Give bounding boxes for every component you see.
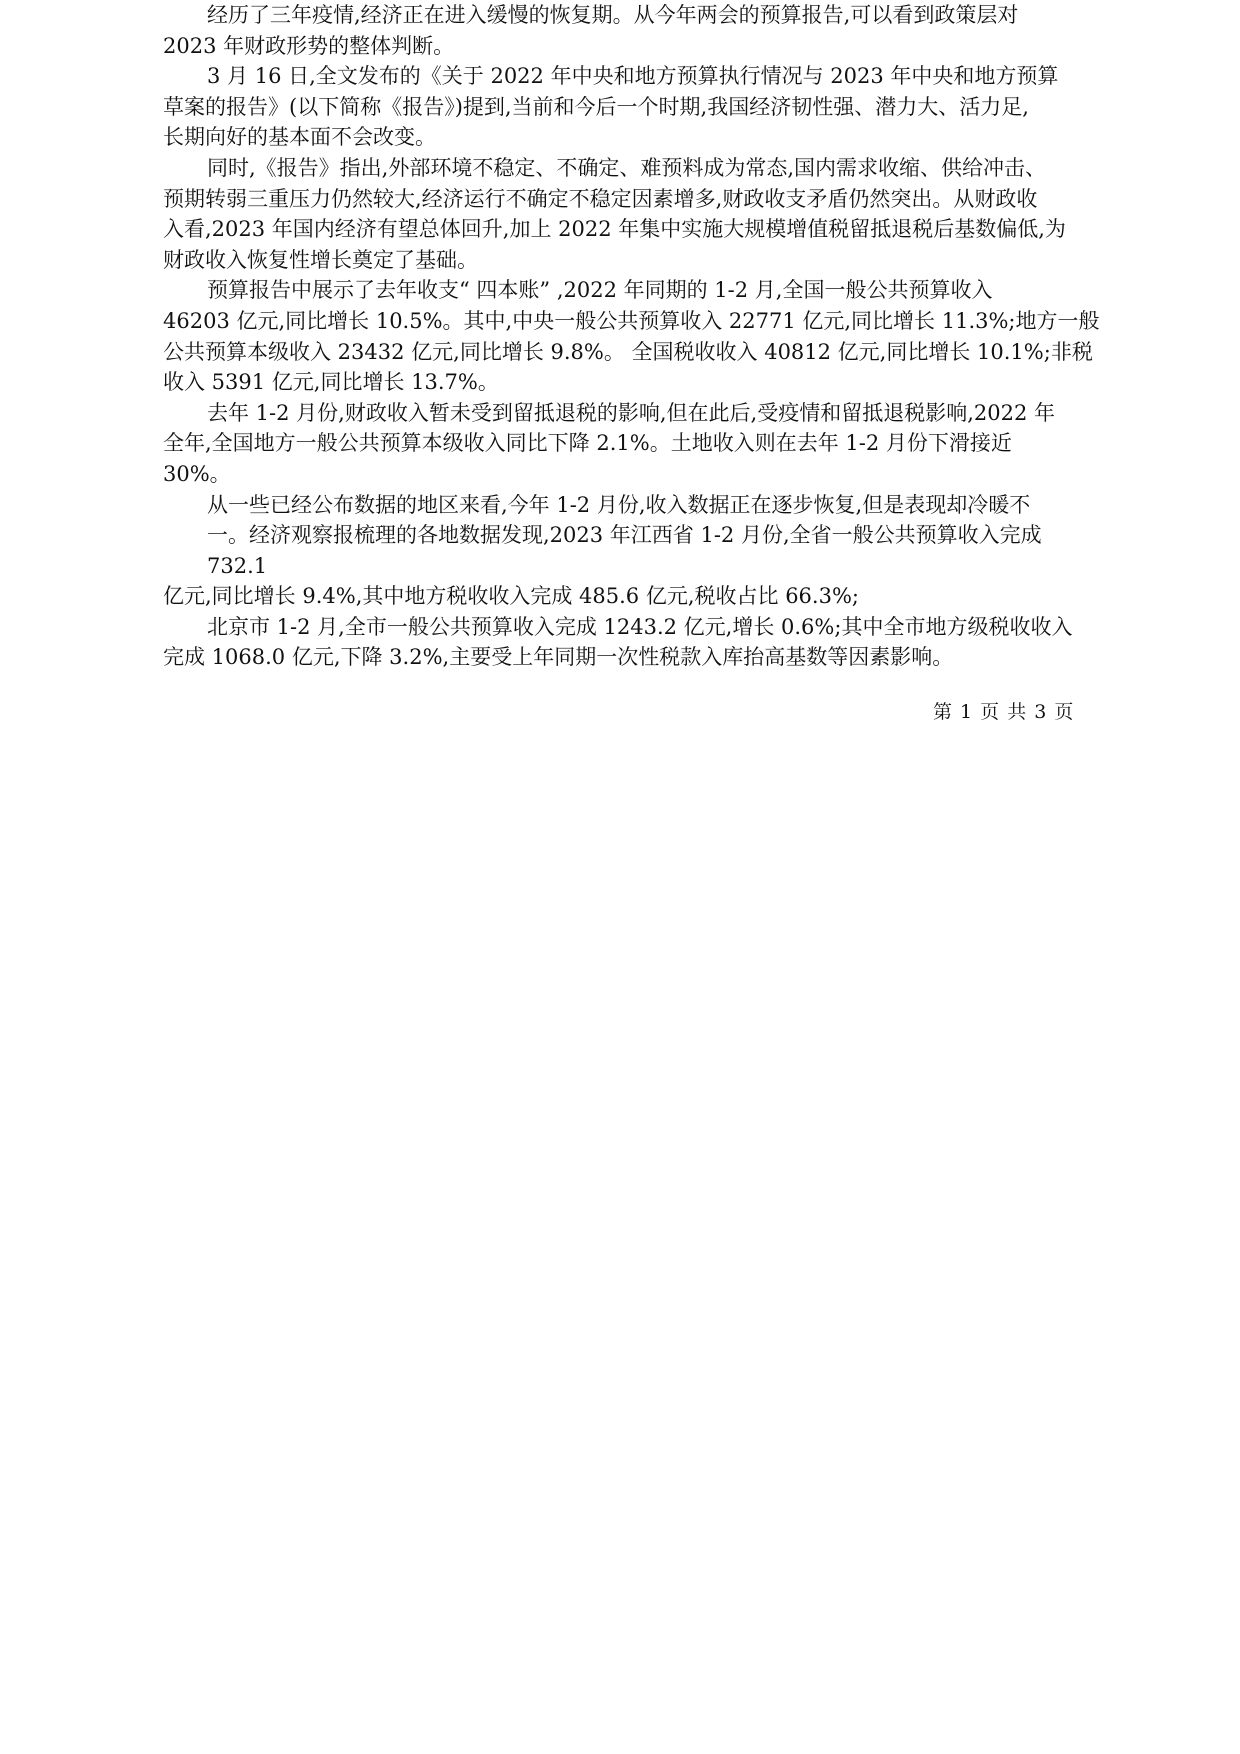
paragraph-6-line-1: 从一些已经公布数据的地区来看,今年 1-2 月份,收入数据正在逐步恢复,但是表现却冷暖不 <box>207 492 1031 517</box>
paragraph-2-line-2: 草案的报告》(以下简称《报告》)提到,当前和今后一个时期,我国经济韧性强、潜力大、活力足, <box>163 94 1029 119</box>
paragraph-3-line-2: 预期转弱三重压力仍然较大,经济运行不确定不稳定因素增多,财政收支矛盾仍然突出。从财政收 <box>163 186 1038 211</box>
paragraph-2-line-3: 长期向好的基本面不会改变。 <box>163 125 436 150</box>
paragraph-5-line-3: 30%。 <box>163 461 231 486</box>
paragraph-3-line-3: 入看,2023 年国内经济有望总体回升,加上 2022 年集中实施大规模增值税留抵退税后基数偏低,为 <box>163 217 1066 242</box>
document-body <box>163 0 1100 673</box>
paragraph-1-line-1: 经历了三年疫情,经济正在进入缓慢的恢复期。从今年两会的预算报告,可以看到政策层对 <box>207 3 1019 27</box>
paragraph-4-line-1: 预算报告中展示了去年收支“ 四本账” ,2022 年同期的 1-2 月,全国一般公共预算收入 <box>207 278 993 303</box>
paragraph-8-line-2: 完成 1068.0 亿元,下降 3.2%,主要受上年同期一次性税款入库抬高基数等因素影响。 <box>163 645 954 670</box>
paragraph-5-line-1: 去年 1-2 月份,财政收入暂未受到留抵退税的影响,但在此后,受疫情和留抵退税影响,2022 年 <box>207 400 1055 425</box>
paragraph-4-line-2: 46203 亿元,同比增长 10.5%。其中,中央一般公共预算收入 22771 亿元,同比增长 11.3%;地方一般 <box>163 308 1100 333</box>
paragraph-7-line-1: 亿元,同比增长 9.4%,其中地方税收收入完成 485.6 亿元,税收占比 66.3%; <box>163 584 859 609</box>
paragraph-2-line-1: 3 月 16 日,全文发布的《关于 2022 年中央和地方预算执行情况与 2023 年中央和地方预算 <box>207 64 1059 89</box>
paragraph-8-line-1: 北京市 1-2 月,全市一般公共预算收入完成 1243.2 亿元,增长 0.6%;其中全市地方级税收收入 <box>207 614 1073 639</box>
page-number-footer: 第 1 页 共 3 页 <box>933 701 1075 723</box>
paragraph-6-line-2: 一。经济观察报梳理的各地数据发现,2023 年江西省 1-2 月份,全省一般公共预算收入完成 <box>207 523 1042 548</box>
paragraph-6-line-3: 732.1 <box>207 553 268 578</box>
paragraph-3-line-4: 财政收入恢复性增长奠定了基础。 <box>163 247 478 272</box>
paragraph-5-line-2: 全年,全国地方一般公共预算本级收入同比下降 2.1%。土地收入则在去年 1-2 月份下滑接近 <box>163 431 1012 456</box>
paragraph-3-line-1: 同时,《报告》指出,外部环境不稳定、不确定、难预料成为常态,国内需求收缩、供给冲击、 <box>207 155 1047 180</box>
paragraph-4-line-3: 公共预算本级收入 23432 亿元,同比增长 9.8%。 全国税收收入 40812 亿元,同比增长 10.1%;非税 <box>163 339 1093 364</box>
paragraph-4-line-4: 收入 5391 亿元,同比增长 13.7%。 <box>163 370 499 395</box>
paragraph-1-line-2: 2023 年财政形势的整体判断。 <box>163 33 455 58</box>
